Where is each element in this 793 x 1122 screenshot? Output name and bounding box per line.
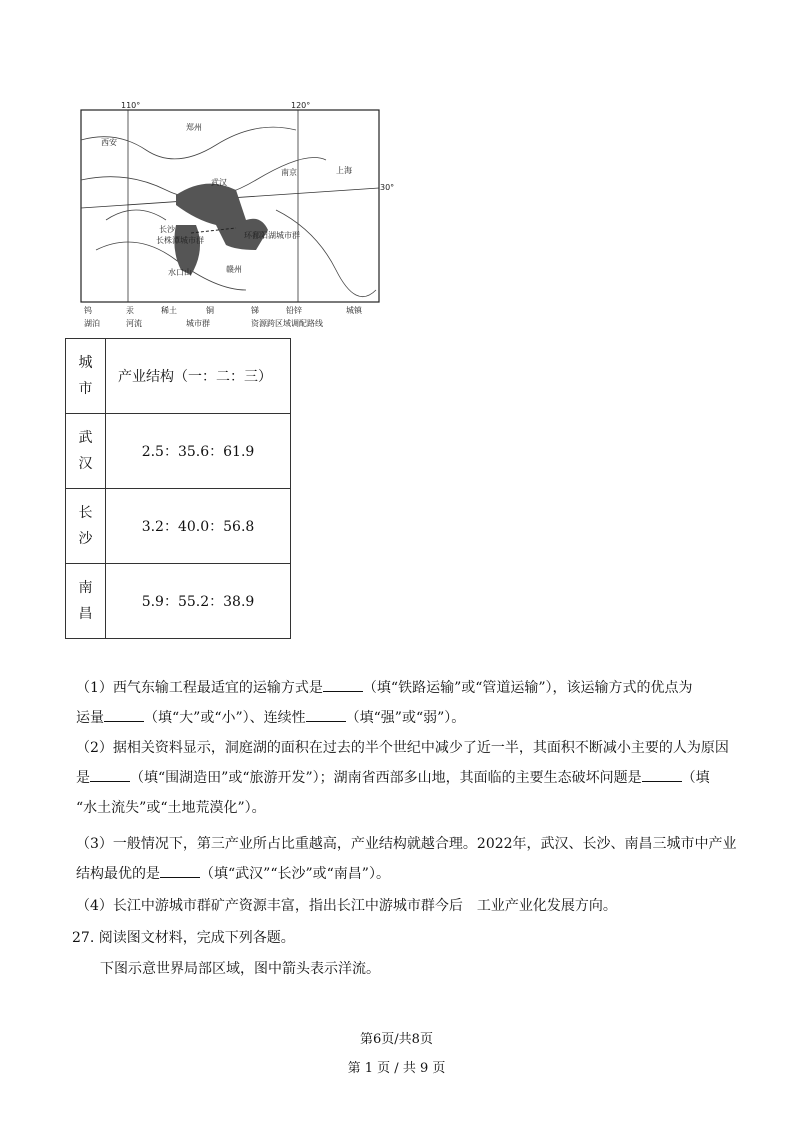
lat-label: 30° xyxy=(380,183,395,192)
question-4: （4）长江中游城市群矿产资源丰富，指出长江中游城市群今后 工业产业化发展方向。 xyxy=(76,898,617,914)
city-label: 西安 xyxy=(101,138,117,147)
answer-blank[interactable] xyxy=(160,865,200,878)
legend-item: 铅锌 xyxy=(286,306,302,315)
legend-item: 城镇 xyxy=(346,306,362,315)
city-label: 赣州 xyxy=(226,265,242,274)
table-row: 武 汉 2.5：35.6：61.9 xyxy=(66,414,291,489)
answer-blank[interactable] xyxy=(104,709,144,722)
legend-item: 河流 xyxy=(126,319,142,328)
question-2-cont: 是 （填“围湖造田”或“旅游开发”）；湖南省西部多山地，其面临的主要生态破坏问题是 （填 xyxy=(76,770,710,786)
inner-page-number: 第6页/共8页 xyxy=(360,1032,433,1047)
page-number: 第 1 页 / 共 9 页 xyxy=(347,1061,446,1076)
legend-item: 城市群 xyxy=(186,319,210,328)
city-label: 上海 xyxy=(336,166,352,175)
question-1: （1）西气东输工程最适宜的运输方式是 （填“铁路运输”或“管道运输”），该运输方式的优点为 xyxy=(76,680,693,696)
city-label: 环鄱阳湖城市群 xyxy=(244,231,300,240)
question-3-cont: 结构最优的是 （填“武汉”“长沙”或“南昌”）。 xyxy=(76,866,390,882)
header-structure: 产业结构（一：二：三） xyxy=(106,339,291,414)
lon-label: 120° xyxy=(291,101,311,110)
legend-item: 湖泊 xyxy=(84,319,100,328)
question-2: （2）据相关资料显示，洞庭湖的面积在过去的半个世纪中减少了近一半，其面积不断减小主要的人为原因 xyxy=(76,740,729,756)
answer-blank[interactable] xyxy=(306,709,346,722)
question-27-intro: 下图示意世界局部区域，图中箭头表示洋流。 xyxy=(100,961,380,977)
question-2-end: “水土流失”或“土地荒漠化”）。 xyxy=(76,800,266,816)
city-label: 武汉 xyxy=(211,178,227,187)
city-label: 长沙 xyxy=(159,225,175,234)
industry-structure-table xyxy=(65,338,291,639)
question-27: 27. 阅读图文材料，完成下列各题。 xyxy=(72,930,295,946)
resource-map xyxy=(76,100,395,332)
legend-item: 汞 xyxy=(126,306,134,315)
table-row: 长 沙 3.2：40.0：56.8 xyxy=(66,489,291,564)
legend-item: 资源跨区域调配路线 xyxy=(251,319,323,328)
table-row: 南 昌 5.9：55.2：38.9 xyxy=(66,564,291,639)
lon-label: 110° xyxy=(121,101,141,110)
city-label: 南京 xyxy=(281,168,297,177)
table-header xyxy=(66,339,291,414)
answer-blank[interactable] xyxy=(323,679,363,692)
legend-item: 锑 xyxy=(251,306,259,315)
legend-item: 钨 xyxy=(84,306,92,315)
city-label: 长株潭城市群 xyxy=(156,236,204,245)
answer-blank[interactable] xyxy=(642,769,682,782)
city-label: 水口山 xyxy=(168,268,192,277)
legend-item: 稀土 xyxy=(161,306,177,315)
question-1-cont: 运量 （填“大”或“小”）、连续性 （填“强”或“弱”）。 xyxy=(76,710,466,726)
answer-blank[interactable] xyxy=(90,769,130,782)
question-3: （3）一般情况下，第三产业所占比重越高，产业结构就越合理。2022年，武汉、长沙、南昌三城市中产业 xyxy=(76,836,737,852)
legend-item: 铜 xyxy=(206,306,214,315)
header-city: 城 市 xyxy=(66,339,106,414)
city-label: 郑州 xyxy=(186,123,202,132)
